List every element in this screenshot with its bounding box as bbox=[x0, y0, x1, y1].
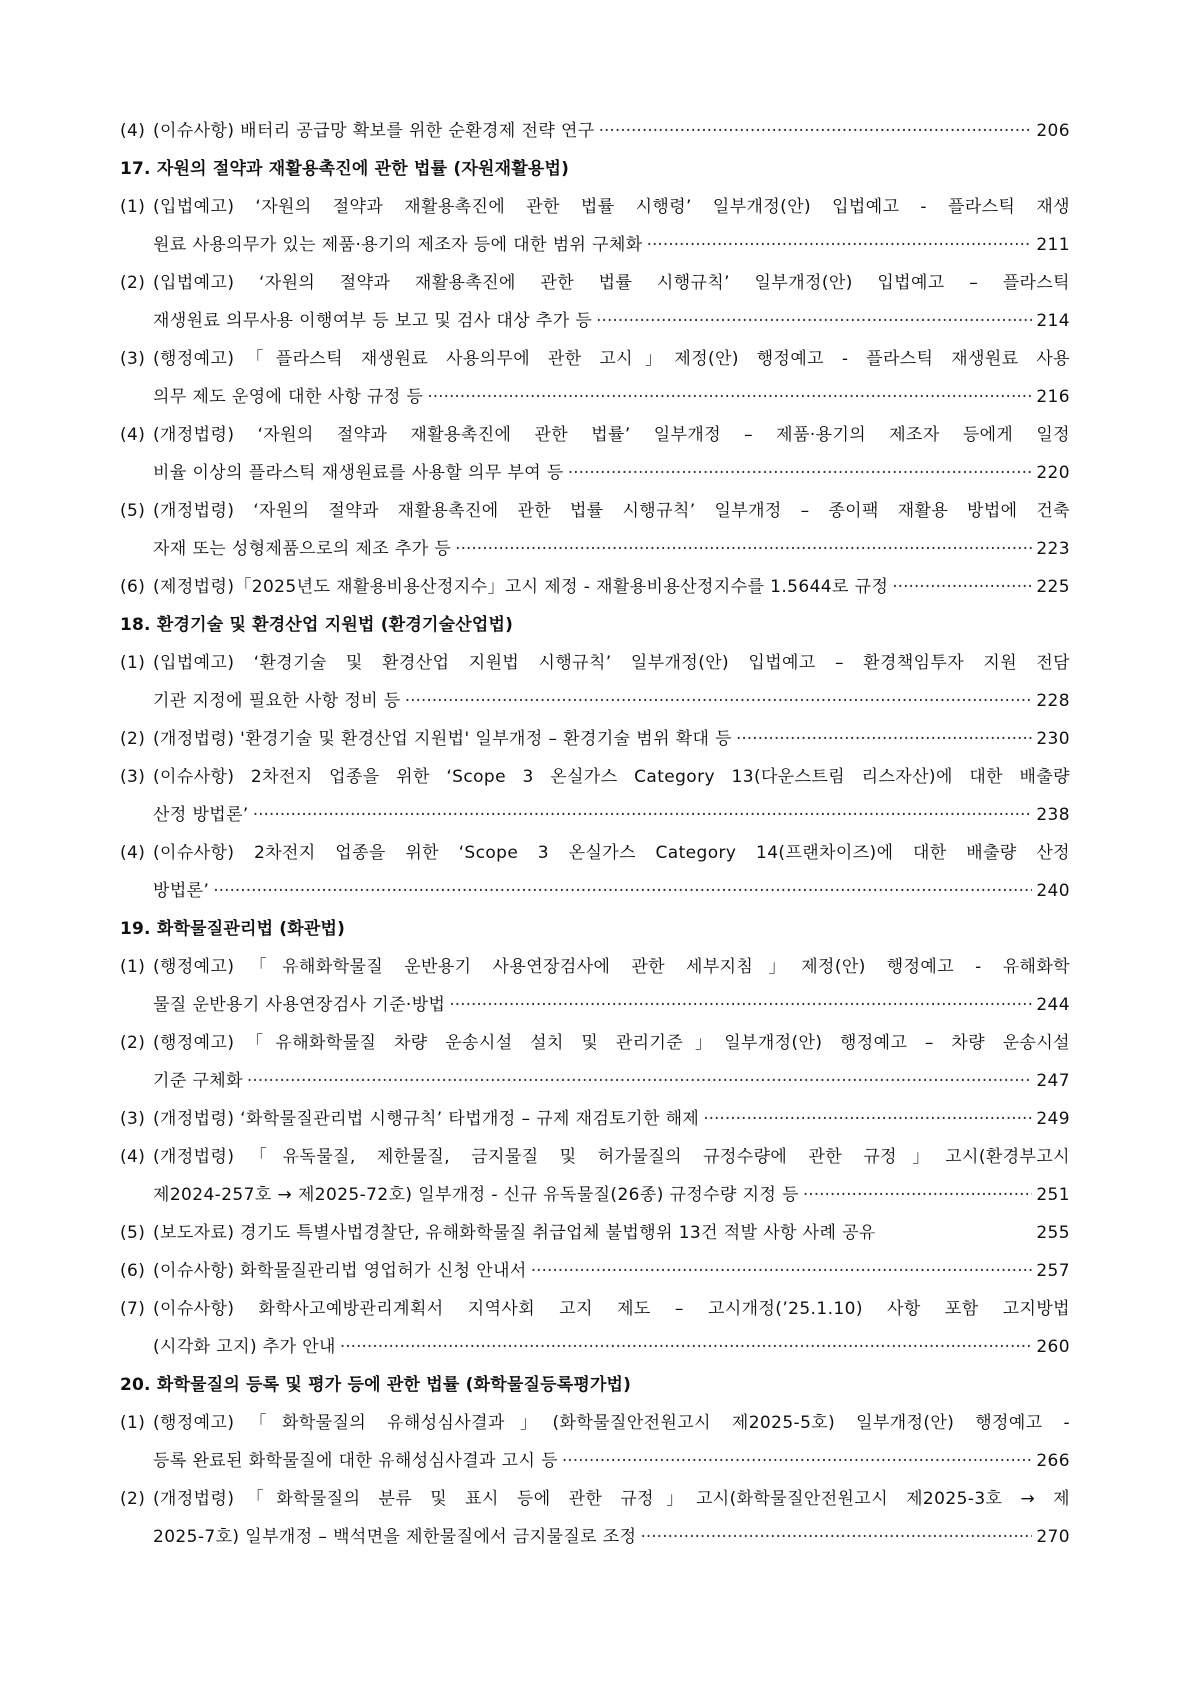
entry-text: 방법론’ bbox=[153, 881, 210, 901]
toc-entry bbox=[120, 1480, 1070, 1556]
entry-number: (1) bbox=[120, 653, 146, 673]
dot-leader bbox=[568, 454, 1033, 492]
page-number: 266 bbox=[1036, 1451, 1070, 1471]
toc-entry-line bbox=[120, 1442, 1070, 1480]
dot-leader bbox=[253, 796, 1033, 834]
toc-entry bbox=[120, 112, 1070, 150]
page-number: 228 bbox=[1036, 691, 1070, 711]
dot-leader bbox=[562, 1442, 1032, 1480]
toc-entry-line bbox=[120, 1480, 1070, 1518]
toc-entry bbox=[120, 568, 1070, 606]
page-number: 216 bbox=[1036, 387, 1070, 407]
toc-entry-line bbox=[120, 492, 1070, 530]
page-number: 270 bbox=[1036, 1527, 1070, 1547]
page-number: 244 bbox=[1036, 995, 1070, 1015]
dot-leader bbox=[803, 1176, 1032, 1214]
toc-entry bbox=[120, 834, 1070, 910]
entry-text: 의무 제도 운영에 대한 사항 규정 등 bbox=[153, 387, 424, 407]
entry-text: (개정법령) ‘자원의 절약과 재활용촉진에 관한 법률 시행규칙’ 일부개정 – 종이팩 재활용 방법에 건축 bbox=[153, 501, 1070, 521]
entry-number: (3) bbox=[120, 349, 146, 369]
toc-entry-line bbox=[120, 796, 1070, 834]
page-number: 206 bbox=[1036, 121, 1070, 141]
dot-leader bbox=[640, 1518, 1032, 1556]
toc-entry-line bbox=[120, 1176, 1070, 1214]
section-heading: 20. 화학물질의 등록 및 평가 등에 관한 법률 (화학물질등록평가법) bbox=[120, 1375, 632, 1395]
entry-text: (입법예고) ‘환경기술 및 환경산업 지원법 시행규칙’ 일부개정(안) 입법예고 – 환경책임투자 지원 전담 bbox=[153, 653, 1070, 673]
toc-entry-line bbox=[120, 530, 1070, 568]
entry-text: (행정예고)「유해화학물질 차량 운송시설 설치 및 관리기준」일부개정(안) 행정예고 – 차량 운송시설 bbox=[153, 1033, 1070, 1053]
entry-number: (2) bbox=[120, 273, 146, 293]
page-number: 247 bbox=[1036, 1071, 1070, 1091]
entry-text: (개정법령) ‘화학물질관리법 시행규칙’ 타법개정 – 규제 재검토기한 해제 bbox=[153, 1109, 700, 1129]
page-number: 257 bbox=[1036, 1261, 1070, 1281]
entry-text: (시각화 고지) 추가 안내 bbox=[153, 1337, 336, 1357]
entry-text: 제2024-257호 → 제2025-72호) 일부개정 - 신규 유독물질(26종) 규정수량 지정 등 bbox=[153, 1185, 799, 1205]
toc-entry bbox=[120, 188, 1070, 264]
toc-entry-line bbox=[120, 644, 1070, 682]
toc-entry bbox=[120, 416, 1070, 492]
toc-entry bbox=[120, 1024, 1070, 1100]
toc-entry bbox=[120, 264, 1070, 340]
entry-number: (3) bbox=[120, 767, 146, 787]
entry-number: (6) bbox=[120, 1261, 146, 1281]
toc-entry bbox=[120, 492, 1070, 568]
toc-entry bbox=[120, 1138, 1070, 1214]
toc-entry-line bbox=[120, 302, 1070, 340]
toc-entry bbox=[120, 644, 1070, 720]
toc-entry-line bbox=[120, 1024, 1070, 1062]
entry-number: (1) bbox=[120, 1413, 146, 1433]
toc-entry-line bbox=[120, 948, 1070, 986]
entry-text: 산정 방법론’ bbox=[153, 805, 249, 825]
toc-entry-line bbox=[120, 720, 1070, 758]
entry-text: 비율 이상의 플라스틱 재생원료를 사용할 의무 부여 등 bbox=[153, 463, 564, 483]
entry-text: 재생원료 의무사용 이행여부 등 보고 및 검사 대상 추가 등 bbox=[153, 311, 593, 331]
toc-entry-line bbox=[120, 682, 1070, 720]
toc-entry-line bbox=[120, 872, 1070, 910]
entry-number: (1) bbox=[120, 957, 146, 977]
toc-entry-line bbox=[120, 1252, 1070, 1290]
toc-entry-line bbox=[120, 1290, 1070, 1328]
toc-entry bbox=[120, 758, 1070, 834]
toc-entry bbox=[120, 1100, 1070, 1138]
toc-entry-line bbox=[120, 834, 1070, 872]
entry-text: (보도자료) 경기도 특별사법경찰단, 유해화학물질 취급업체 불법행위 13건 적발 사항 사례 공유 bbox=[153, 1223, 876, 1243]
toc-entry-line bbox=[120, 1518, 1070, 1556]
dot-leader bbox=[449, 986, 1032, 1024]
section-heading: 19. 화학물질관리법 (화관법) bbox=[120, 919, 346, 939]
entry-number: (5) bbox=[120, 1223, 146, 1243]
entry-number: (1) bbox=[120, 197, 146, 217]
entry-text: 물질 운반용기 사용연장검사 기준·방법 bbox=[153, 995, 446, 1015]
toc-entry-line bbox=[120, 226, 1070, 264]
entry-text: (이슈사항) 배터리 공급망 확보를 위한 순환경제 전략 연구 bbox=[153, 121, 595, 141]
toc-entry bbox=[120, 1252, 1070, 1290]
entry-text: (이슈사항) 화학사고예방관리계획서 지역사회 고지 제도 – 고시개정(’25.1.10) 사항 포함 고지방법 bbox=[153, 1299, 1070, 1319]
page-number: 251 bbox=[1036, 1185, 1070, 1205]
dot-leader bbox=[531, 1252, 1033, 1290]
entry-text: 기준 구체화 bbox=[153, 1071, 243, 1091]
toc-entry-line bbox=[120, 340, 1070, 378]
toc-entry bbox=[120, 340, 1070, 416]
section-heading: 17. 자원의 절약과 재활용촉진에 관한 법률 (자원재활용법) bbox=[120, 159, 570, 179]
entry-text: (개정법령)「화학물질의 분류 및 표시 등에 관한 규정」고시(화학물질안전원고시 제2025-3호 → 제 bbox=[153, 1489, 1070, 1509]
entry-text: (제정법령)「2025년도 재활용비용산정지수」고시 제정 - 재활용비용산정지수를 1.5644로 규정 bbox=[153, 577, 889, 597]
dot-leader bbox=[213, 872, 1032, 910]
entry-number: (4) bbox=[120, 843, 146, 863]
entry-number: (2) bbox=[120, 729, 146, 749]
toc-entry-line bbox=[120, 1062, 1070, 1100]
entry-text: (입법예고) ‘자원의 절약과 재활용촉진에 관한 법률 시행규칙’ 일부개정(안) 입법예고 – 플라스틱 bbox=[153, 273, 1070, 293]
entry-number: (3) bbox=[120, 1109, 146, 1129]
toc-entry-line bbox=[120, 112, 1070, 150]
entry-number: (4) bbox=[120, 121, 146, 141]
toc-entry-line bbox=[120, 986, 1070, 1024]
toc-entry-line bbox=[120, 188, 1070, 226]
entry-text: (이슈사항) 2차전지 업종을 위한 ‘Scope 3 온실가스 Category 14(프랜차이즈)에 대한 배출량 산정 bbox=[153, 843, 1070, 863]
entry-text: (행정예고)「화학물질의 유해성심사결과」(화학물질안전원고시 제2025-5호) 일부개정(안) 행정예고 - bbox=[153, 1413, 1070, 1433]
dot-leader bbox=[247, 1062, 1032, 1100]
section-heading: 18. 환경기술 및 환경산업 지원법 (환경기술산업법) bbox=[120, 615, 514, 635]
page-number: 260 bbox=[1036, 1337, 1070, 1357]
entry-number: (5) bbox=[120, 501, 146, 521]
toc-entry-line bbox=[120, 1404, 1070, 1442]
toc-entry bbox=[120, 1290, 1070, 1366]
dot-leader bbox=[455, 530, 1032, 568]
page-number: 211 bbox=[1036, 235, 1070, 255]
table-of-contents bbox=[120, 112, 1070, 1556]
entry-text: 자재 또는 성형제품으로의 제조 추가 등 bbox=[153, 539, 452, 559]
page-number: 249 bbox=[1036, 1109, 1070, 1129]
page-number: 223 bbox=[1036, 539, 1070, 559]
toc-entry-line bbox=[120, 378, 1070, 416]
page-number: 255 bbox=[1036, 1223, 1070, 1243]
entry-number: (2) bbox=[120, 1489, 146, 1509]
entry-text: 등록 완료된 화학물질에 대한 유해성심사결과 고시 등 bbox=[153, 1451, 558, 1471]
entry-text: (행정예고)「플라스틱 재생원료 사용의무에 관한 고시」제정(안) 행정예고 - 플라스틱 재생원료 사용 bbox=[153, 349, 1070, 369]
entry-number: (2) bbox=[120, 1033, 146, 1053]
entry-number: (4) bbox=[120, 1147, 146, 1167]
page-number: 220 bbox=[1036, 463, 1070, 483]
page-number: 225 bbox=[1036, 577, 1070, 597]
entry-text: (이슈사항) 2차전지 업종을 위한 ‘Scope 3 온실가스 Category 13(다운스트림 리스자산)에 대한 배출량 bbox=[153, 767, 1070, 787]
toc-entry-line bbox=[120, 1138, 1070, 1176]
entry-number: (4) bbox=[120, 425, 146, 445]
entry-text: 2025-7호) 일부개정 – 백석면을 제한물질에서 금지물질로 조정 bbox=[153, 1527, 637, 1547]
entry-text: (이슈사항) 화학물질관리법 영업허가 신청 안내서 bbox=[153, 1261, 527, 1281]
dot-leader bbox=[703, 1100, 1032, 1138]
toc-entry-line bbox=[120, 1214, 1070, 1252]
toc-entry-line bbox=[120, 758, 1070, 796]
page-number: 230 bbox=[1036, 729, 1070, 749]
dot-leader bbox=[599, 112, 1033, 150]
entry-number: (7) bbox=[120, 1299, 146, 1319]
toc-entry-line bbox=[120, 1100, 1070, 1138]
entry-text: 원료 사용의무가 있는 제품·용기의 제조자 등에 대한 범위 구체화 bbox=[153, 235, 643, 255]
entry-text: (개정법령) '환경기술 및 환경산업 지원법' 일부개정 – 환경기술 범위 확대 등 bbox=[153, 729, 732, 749]
entry-text: (행정예고)「유해화학물질 운반용기 사용연장검사에 관한 세부지침」제정(안) 행정예고 - 유해화학 bbox=[153, 957, 1070, 977]
dot-leader bbox=[405, 682, 1033, 720]
dot-leader bbox=[892, 568, 1032, 606]
toc-entry bbox=[120, 1404, 1070, 1480]
dot-leader bbox=[340, 1328, 1032, 1366]
toc-entry-line bbox=[120, 454, 1070, 492]
dot-leader bbox=[596, 302, 1032, 340]
dot-leader bbox=[647, 226, 1033, 264]
entry-text: 기관 지정에 필요한 사항 정비 등 bbox=[153, 691, 401, 711]
toc-entry-line bbox=[120, 568, 1070, 606]
page-number: 240 bbox=[1036, 881, 1070, 901]
toc-entry bbox=[120, 720, 1070, 758]
dot-leader bbox=[736, 720, 1032, 758]
entry-text: (입법예고) ‘자원의 절약과 재활용촉진에 관한 법률 시행령’ 일부개정(안) 입법예고 - 플라스틱 재생 bbox=[153, 197, 1070, 217]
entry-number: (6) bbox=[120, 577, 146, 597]
toc-entry-line bbox=[120, 264, 1070, 302]
toc-entry-line bbox=[120, 1328, 1070, 1366]
entry-text: (개정법령) ‘자원의 절약과 재활용촉진에 관한 법률’ 일부개정 – 제품·용기의 제조자 등에게 일정 bbox=[153, 425, 1070, 445]
toc-entry-line bbox=[120, 416, 1070, 454]
dot-leader bbox=[427, 378, 1032, 416]
page-number: 214 bbox=[1036, 311, 1070, 331]
toc-entry bbox=[120, 1214, 1070, 1252]
page-number: 238 bbox=[1036, 805, 1070, 825]
toc-entry bbox=[120, 948, 1070, 1024]
entry-text: (개정법령)「유독물질, 제한물질, 금지물질 및 허가물질의 규정수량에 관한 규정」고시(환경부고시 bbox=[153, 1147, 1070, 1167]
